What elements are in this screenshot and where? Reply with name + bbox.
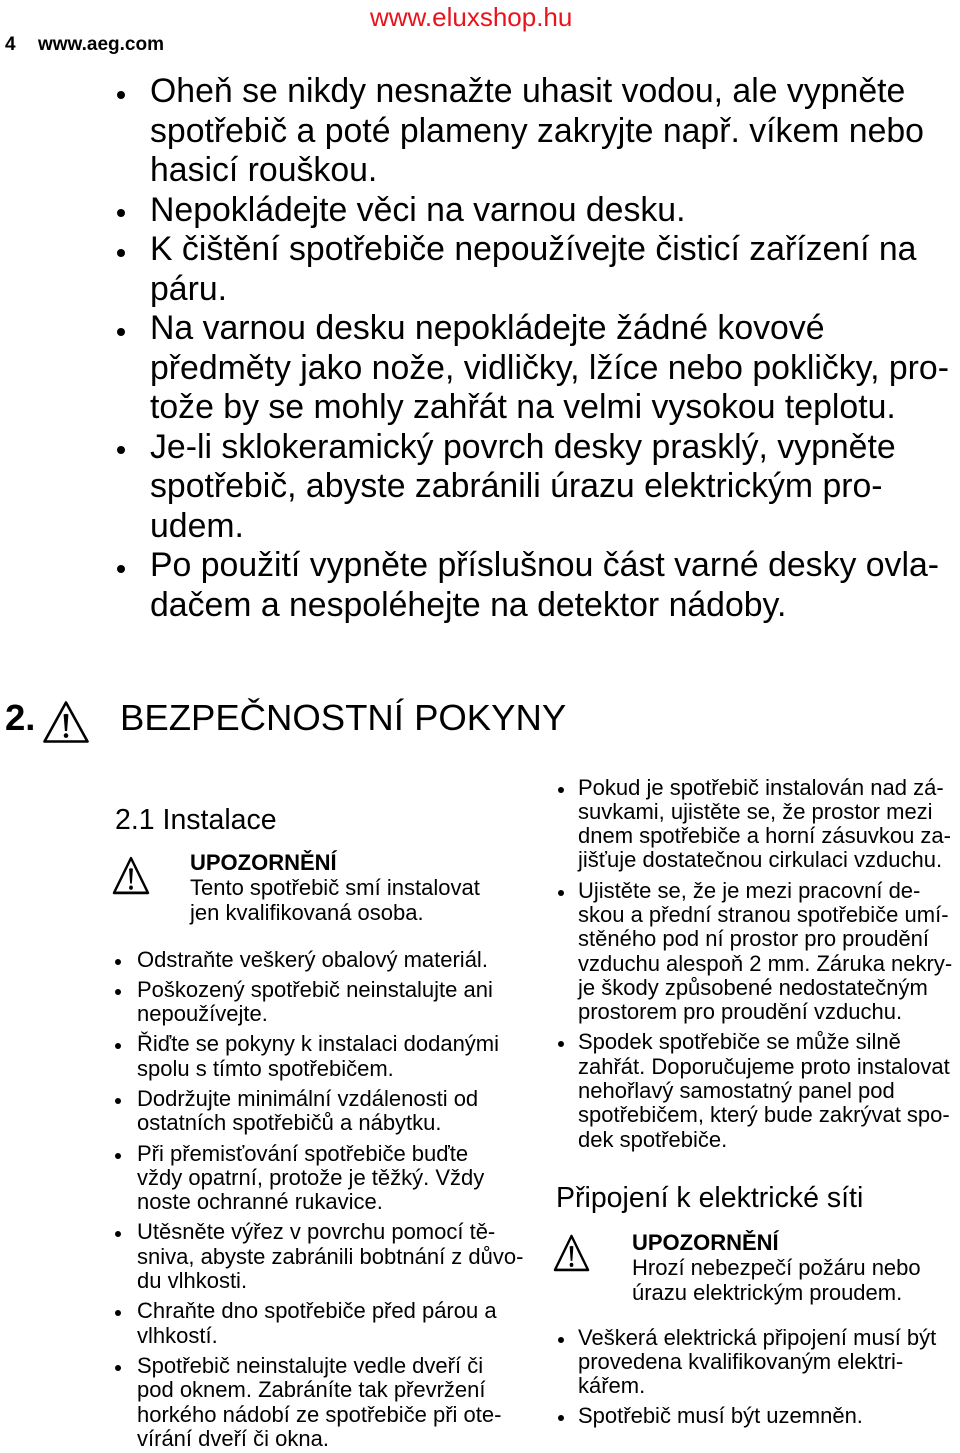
warning-box [190, 850, 480, 925]
bullet-text-line: Poškozený spotřebič neinstalujte ani [137, 976, 493, 1002]
installation-list-continued [578, 776, 952, 1152]
bullet-item [578, 879, 952, 1025]
bullet-item [150, 309, 949, 428]
bullet-text-line: Veškerá elektrická připojení musí být [578, 1324, 937, 1350]
bullet-text-line: dek spotřebiče. [578, 1126, 728, 1152]
bullet-text-line: dačem a nespoléhejte na detektor nádoby. [150, 585, 787, 624]
bullet-text-line: prostorem pro proudění vzduchu. [578, 999, 903, 1025]
bullet-text-line: Nepokládejte věci na varnou desku. [150, 190, 686, 229]
bullet-text-line: spotřebičem, který bude zakrývat spo- [578, 1102, 950, 1128]
bullet-item [150, 230, 949, 309]
bullet-text-line: Dodržujte minimální vzdálenosti od [137, 1085, 479, 1111]
section-number: 2. [5, 697, 36, 738]
subsection-heading: 2.1 Instalace [115, 804, 277, 836]
bullet-text-line: K čištění spotřebiče nepoužívejte čisticí zařízení na [150, 230, 917, 268]
warning-label: UPOZORNĚNÍ [190, 850, 337, 875]
bullet-text-line: vlhkostí. [137, 1322, 218, 1348]
bullet-text-line: spolu s tímto spotřebičem. [137, 1055, 394, 1081]
bullet-text-line: vždy opatrní, protože je těžký. Vždy [137, 1164, 485, 1190]
bullet-text-line: Oheň se nikdy nesnažte uhasit vodou, ale vypněte [150, 72, 906, 110]
bullet-text-line: sniva, abyste zabránili bobtnání z důvo- [137, 1243, 524, 1269]
bullet-item [150, 546, 949, 625]
site-url: www.aeg.com [38, 34, 164, 55]
page-number: 4 [5, 34, 16, 55]
bullet-item [150, 72, 949, 191]
bullet-item [578, 1326, 936, 1399]
bullet-text-line: kářem. [578, 1373, 646, 1399]
bullet-item [137, 1142, 523, 1215]
bullet-text-line: noste ochranné rukavice. [137, 1189, 383, 1215]
bullet-item [578, 1404, 936, 1428]
bullet-text-line: nehořlavý samostatný panel pod [578, 1078, 895, 1104]
bullet-text-line: Při přemisťování spotřebiče buďte [137, 1140, 469, 1166]
section-title: BEZPEČNOSTNÍ POKYNY [120, 697, 567, 738]
bullet-text-line: zahřát. Doporučujeme proto instalovat [578, 1053, 950, 1079]
bullet-text-line: skou a přední stranou spotřebiče umí- [578, 901, 949, 927]
bullet-text-line: Pokud je spotřebič instalován nad zá- [578, 774, 944, 800]
bullet-text-line: pod oknem. Zabráníte tak převržení [137, 1377, 486, 1403]
bullet-text-line: Utěsněte výřez v povrchu pomocí tě- [137, 1219, 496, 1245]
bullet-text-line: dnem spotřebiče a horní zásuvkou za- [578, 823, 951, 849]
warning-text-line: Hrozí nebezpečí požáru nebo [632, 1255, 921, 1280]
bullet-item [578, 1030, 952, 1151]
bullet-text-line: spotřebič, abyste zabránili úrazu elektrickým pro- [150, 467, 883, 505]
bullet-text-line: Spotřebič neinstalujte vedle dveří či [137, 1352, 484, 1378]
bullet-text-line: hasicí rouškou. [150, 151, 378, 189]
bullet-text-line: jišťuje dostatečnou cirkulaci vzduchu. [578, 847, 943, 873]
bullet-text-line: Chraňte dno spotřebiče před párou a [137, 1298, 497, 1324]
warning-box [632, 1230, 921, 1305]
bullet-item [137, 1220, 523, 1293]
shop-url-link[interactable]: www.eluxshop.hu [370, 2, 573, 32]
warning-text-line: jen kvalifikovaná osoba. [190, 900, 424, 925]
bullet-item [137, 1032, 523, 1081]
electrical-list [578, 1326, 936, 1429]
bullet-text-line: Spodek spotřebiče se může silně [578, 1029, 901, 1055]
warning-triangle-icon [42, 699, 90, 745]
bullet-text-line: Ujistěte se, že je mezi pracovní de- [578, 877, 921, 903]
warning-triangle-icon [112, 855, 150, 896]
bullet-item [137, 1354, 523, 1451]
bullet-item [137, 948, 523, 972]
bullet-text-line: vírání dveří či okna. [137, 1425, 329, 1451]
bullet-item [137, 978, 523, 1027]
bullet-item [578, 776, 952, 873]
bullet-text-line: je škody způsobené nedostatečným [578, 974, 928, 1000]
warning-text-line: Tento spotřebič smí instalovat [190, 875, 480, 900]
bullet-item [137, 1299, 523, 1348]
bullet-text-line: Po použití vypněte příslušnou část varné desky ovla- [150, 546, 940, 584]
bullet-text-line: Na varnou desku nepokládejte žádné kovové [150, 309, 825, 347]
intro-safety-list [150, 72, 949, 625]
bullet-text-line: spotřebič a poté plameny zakryjte např. víkem nebo [150, 111, 924, 150]
bullet-text-line: ostatních spotřebičů a nábytku. [137, 1110, 442, 1136]
bullet-text-line: du vlhkosti. [137, 1268, 248, 1294]
bullet-item [150, 428, 949, 547]
warning-text-line: úrazu elektrickým proudem. [632, 1280, 903, 1305]
bullet-text-line: páru. [150, 269, 228, 308]
bullet-text-line: horkého nádobí ze spotřebiče při ote- [137, 1401, 502, 1427]
bullet-text-line: Řiďte se pokyny k instalaci dodanými [137, 1031, 500, 1057]
bullet-text-line: předměty jako nože, vidličky, lžíce nebo pokličky, pro- [150, 348, 949, 387]
installation-list [137, 948, 523, 1452]
warning-triangle-icon [553, 1233, 590, 1273]
bullet-item [150, 191, 949, 231]
warning-label: UPOZORNĚNÍ [632, 1230, 779, 1255]
subsection-heading: Připojení k elektrické síti [556, 1182, 864, 1214]
bullet-text-line: suvkami, ujistěte se, že prostor mezi [578, 798, 933, 824]
bullet-text-line: tože by se mohly zahřát na velmi vysokou teplotu. [150, 388, 896, 426]
bullet-text-line: Spotřebič musí být uzemněn. [578, 1403, 863, 1429]
bullet-text-line: udem. [150, 506, 244, 545]
bullet-text-line: stěného pod ní prostor pro proudění [578, 926, 930, 952]
bullet-text-line: Odstraňte veškerý obalový materiál. [137, 946, 488, 972]
bullet-text-line: nepoužívejte. [137, 1001, 268, 1027]
bullet-text-line: Je-li sklokeramický povrch desky prasklý, vypněte [150, 427, 896, 466]
bullet-text-line: provedena kvalifikovaným elektri- [578, 1348, 904, 1374]
bullet-text-line: vzduchu alespoň 2 mm. Záruka nekry- [578, 950, 953, 976]
bullet-item [137, 1087, 523, 1136]
